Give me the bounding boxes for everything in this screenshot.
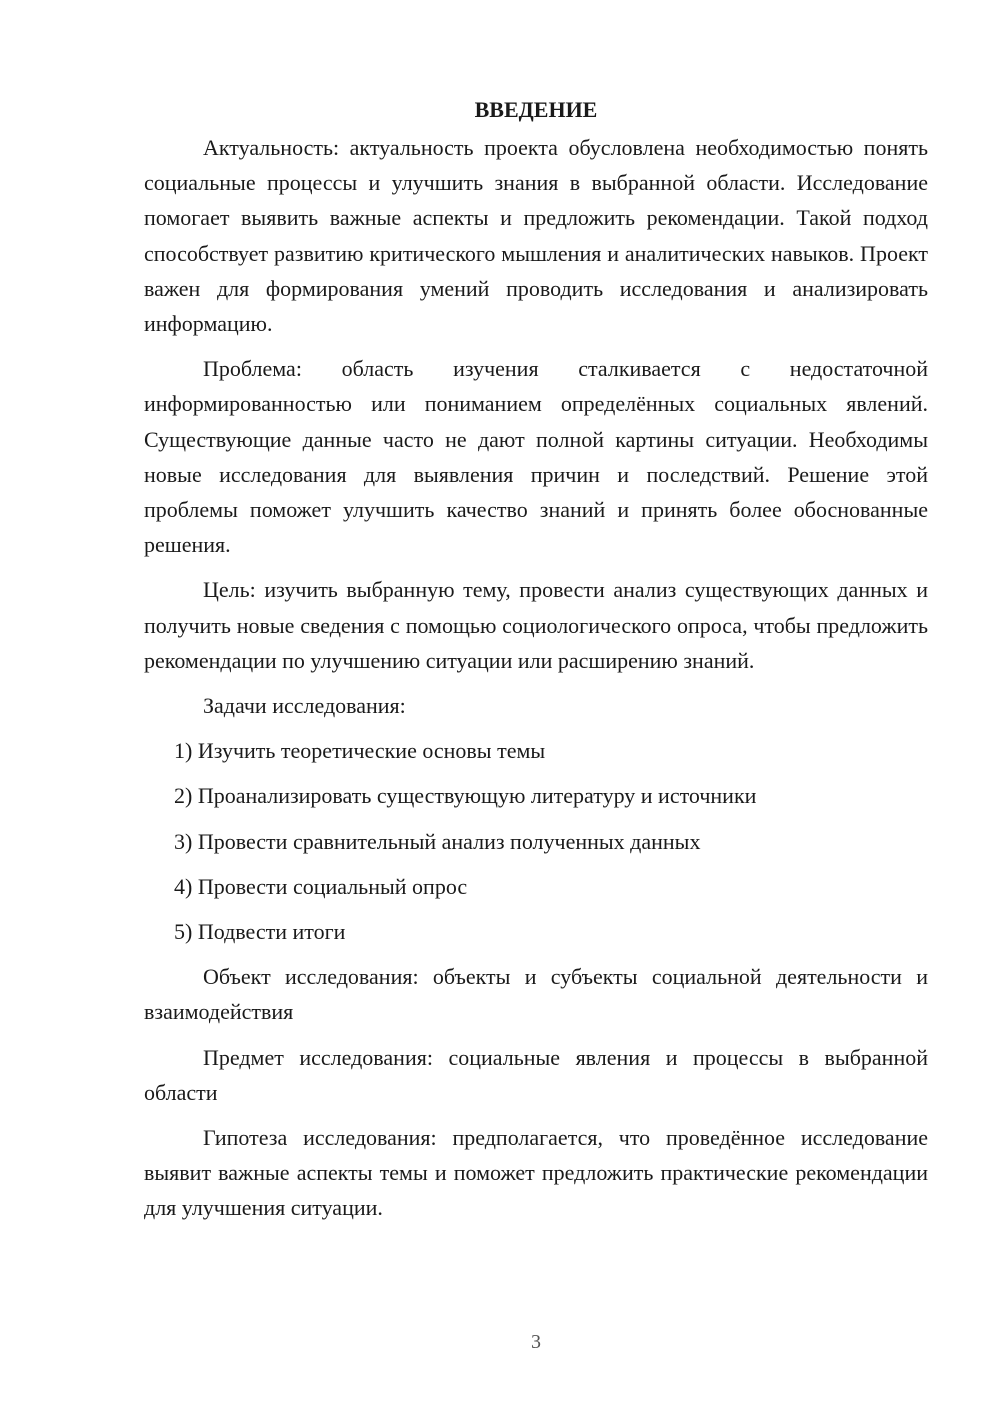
- paragraph-object: Объект исследования: объекты и субъекты социальной деятельности и взаимодействия: [144, 964, 928, 1025]
- task-list: [144, 733, 928, 949]
- page-number: 3: [531, 1331, 541, 1353]
- task-item: 1) Изучить теоретические основы темы: [174, 738, 546, 764]
- paragraph-goal: Цель: изучить выбранную тему, провести анализ существующих данных и получить новые сведения с помощью социологического опроса, чтобы предложить рекомендации по улучшению ситуации или расширению знаний.: [144, 577, 928, 673]
- paragraph-subject: Предмет исследования: социальные явления и процессы в выбранной области: [144, 1044, 928, 1105]
- paragraph-relevance: Актуальность: актуальность проекта обусловлена необходимостью понять социальные процессы и улучшить знания в выбранной области. Исследование помогает выявить важные аспекты и предложить рекомендации. Такой подход способствует развитию критического мышления и аналитических навыков. Проект важен для формирования умений проводить исследования и анализировать информацию.: [144, 135, 928, 337]
- task-item: 5) Подвести итоги: [174, 919, 346, 945]
- paragraph-hypothesis: Гипотеза исследования: предполагается, что проведённое исследование выявит важные аспекты темы и поможет предложить практические рекомендации для улучшения ситуации.: [144, 1125, 928, 1221]
- task-item: 4) Провести социальный опрос: [174, 873, 468, 899]
- task-item: 3) Провести сравнительный анализ полученных данных: [174, 828, 701, 854]
- page-content: [144, 92, 928, 1236]
- page-title: ВВЕДЕНИЕ: [474, 97, 598, 122]
- paragraph-problem: Проблема: область изучения сталкивается с недостаточной информированностью или пониманием определённых социальных явлений. Существующие данные часто не дают полной картины ситуации. Необходимы новые исследования для выявления причин и последствий. Решение этой проблемы поможет улучшить качество знаний и принять более обоснованные решения.: [144, 356, 928, 558]
- tasks-heading: Задачи исследования:: [203, 693, 406, 719]
- task-item: 2) Проанализировать существующую литературу и источники: [174, 783, 757, 809]
